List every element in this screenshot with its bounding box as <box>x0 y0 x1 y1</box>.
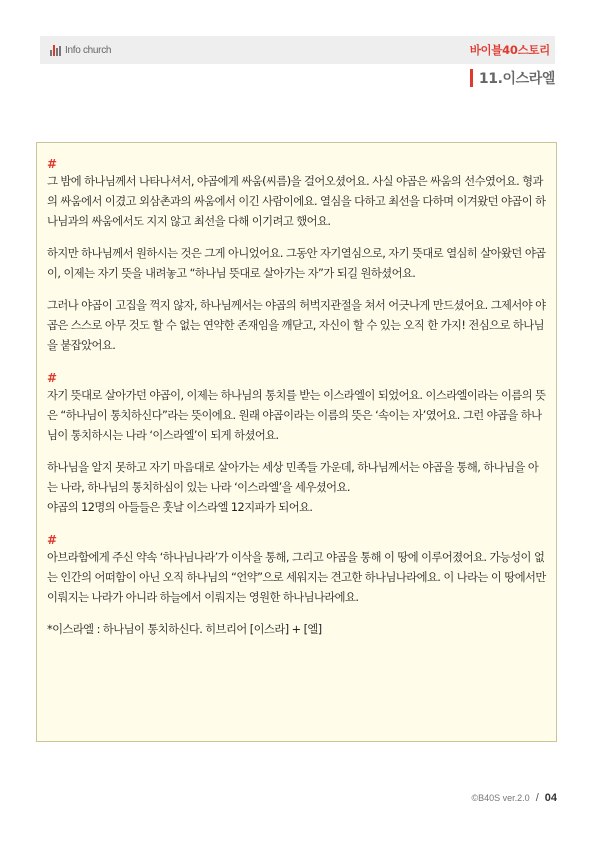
logo-text: Info church <box>65 44 112 56</box>
chapter-heading <box>470 68 555 88</box>
chapter-accent-bar <box>470 69 473 87</box>
paragraph: 하나님을 알지 못하고 자기 마음대로 살아가는 세상 민족들 가운데, 하나님께서는 야곱을 통해, 하나님을 아는 나라, 하나님의 통치하심이 있는 나라 ‘이스라엘’을 세우셨어요. <box>47 461 539 494</box>
footer-separator: / <box>535 792 539 804</box>
footnote: *이스라엘 : 하나님이 통치하신다. 히브리어 [이스라] + [엘] <box>47 623 322 636</box>
paragraph: 자기 뜻대로 살아가던 야곱이, 이제는 하나님의 통치를 받는 이스라엘이 되었어요. 이스라엘이라는 이름의 뜻은 “하나님이 통치하신다”라는 뜻이에요. 원래 야곱이라는 이름의 뜻은 ‘속이는 자’였어요. 그런 야곱을 하나님이 통치하시는 나라 ‘이스라엘’이 되게 하셨어요. <box>47 389 546 442</box>
section-1 <box>47 157 546 356</box>
section-marker: # <box>47 533 58 547</box>
page-number: 04 <box>544 792 557 804</box>
section-marker: # <box>47 371 58 385</box>
section-2 <box>47 371 546 518</box>
version-label: ©B40S ver.2.0 <box>471 793 530 803</box>
section-3 <box>47 533 546 640</box>
series-title: 바이블40스토리 <box>469 43 550 57</box>
paragraph: 하지만 하나님께서 원하시는 것은 그게 아니었어요. 그동안 자기열심으로, 자기 뜻대로 열심히 살아왔던 야곱이, 이제는 자기 뜻을 내려놓고 “하나님 뜻대로 살아가는 자”가 되길 원하셨어요. <box>47 247 546 280</box>
content-box <box>36 142 557 742</box>
paragraph: 아브라함에게 주신 약속 ‘하나님나라’가 이삭을 통해, 그리고 야곱을 통해 이 땅에 이루어졌어요. 가능성이 없는 인간의 어떠함이 아닌 오직 하나님의 “언약”으로 세워지는 견고한 하나님나라에요. 이 나라는 이 땅에서만 이뤄지는 나라가 아니라 하늘에서 이뤄지는 영원한 하나님나라에요. <box>47 551 546 604</box>
paragraph: 그 밤에 하나님께서 나타나셔서, 야곱에게 싸움(씨름)을 걸어오셨어요. 사실 야곱은 싸움의 선수였어요. 형과의 싸움에서 이겼고 외삼촌과의 싸움에서 이긴 사람이에요. 열심을 다하고 최선을 다하며 이겨왔던 야곱이 하나님과의 싸움에서도 지지 않고 최선을 다해 이기려고 했어요. <box>47 175 546 228</box>
chapter-title: 11.이스라엘 <box>478 71 555 87</box>
logo-mark-icon <box>50 45 61 56</box>
footer <box>472 792 557 804</box>
section-marker: # <box>47 157 58 171</box>
paragraph: 야곱의 12명의 아들들은 훗날 이스라엘 12지파가 되어요. <box>47 501 313 514</box>
paragraph: 그러나 야곱이 고집을 꺽지 않자, 하나님께서는 야곱의 허벅지관절을 쳐서 어긋나게 만드셨어요. 그제서야 야곱은 스스로 아무 것도 할 수 없는 연약한 존재임을 깨닫고, 자신이 할 수 있는 오직 한 가지! 전심으로 하나님을 붙잡았어요. <box>47 299 546 352</box>
infochurch-logo <box>50 42 111 58</box>
